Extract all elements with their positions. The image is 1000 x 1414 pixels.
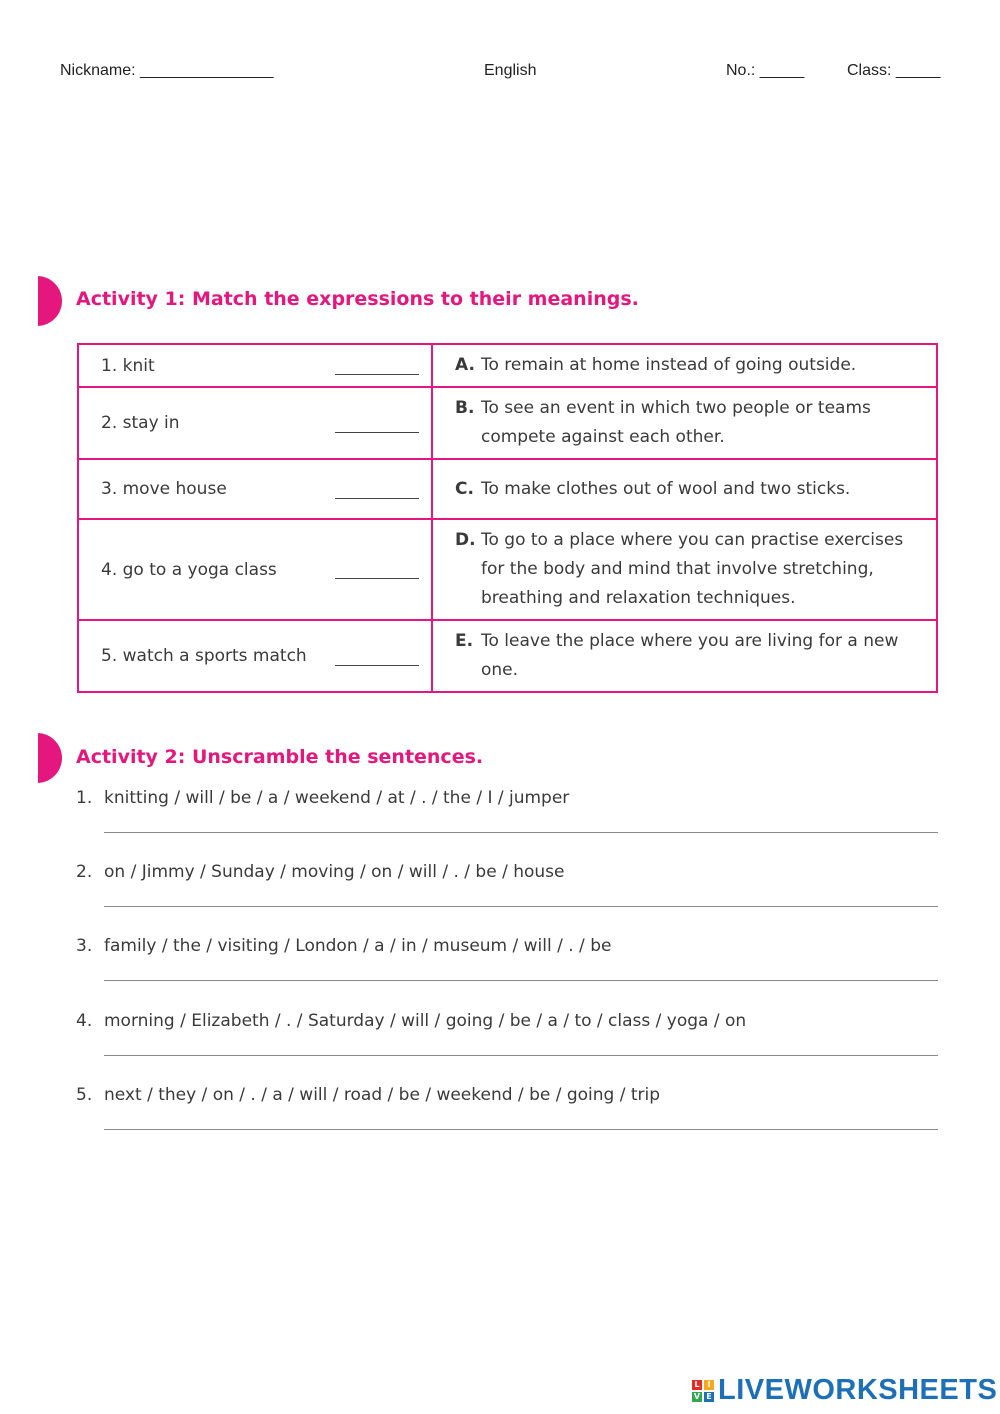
meaning-text: To leave the place where you are living for a new one. bbox=[481, 631, 899, 680]
item-number: 4. bbox=[76, 1011, 93, 1031]
answer-line[interactable] bbox=[104, 906, 938, 907]
unscramble-item bbox=[76, 936, 938, 956]
scrambled-words: morning / Elizabeth / . / Saturday / will / going / be / a / to / class / yoga / on bbox=[104, 1011, 747, 1031]
subject-label: English bbox=[484, 62, 537, 79]
brand-name: LIVEWORKSHEETS bbox=[718, 1374, 998, 1406]
logo-letter: I bbox=[704, 1380, 714, 1390]
activity2-title: Activity 2: Unscramble the sentences. bbox=[76, 746, 484, 768]
unscramble-item bbox=[76, 1085, 938, 1105]
expression-text: 2. stay in bbox=[101, 413, 180, 433]
expression-cell bbox=[78, 519, 432, 620]
activity1-marker bbox=[38, 276, 62, 326]
table-row bbox=[78, 344, 937, 387]
unscramble-item bbox=[76, 788, 938, 808]
nickname-field: Nickname: _______________ bbox=[60, 62, 274, 79]
scrambled-words: knitting / will / be / a / weekend / at / . / the / I / jumper bbox=[104, 788, 570, 808]
meaning-cell bbox=[432, 387, 937, 459]
logo-letter: E bbox=[704, 1392, 714, 1402]
answer-blank[interactable] bbox=[335, 647, 419, 666]
scrambled-words: on / Jimmy / Sunday / moving / on / will / . / be / house bbox=[104, 862, 565, 882]
item-number: 5. bbox=[76, 1085, 93, 1105]
number-field: No.: _____ bbox=[726, 62, 805, 79]
table-row bbox=[78, 387, 937, 459]
meaning-text: To see an event in which two people or teams compete against each other. bbox=[481, 398, 871, 447]
meaning-text: To remain at home instead of going outside. bbox=[481, 355, 857, 375]
activity2-marker bbox=[38, 733, 62, 783]
class-field: Class: _____ bbox=[847, 62, 941, 79]
meaning-letter: E. bbox=[455, 631, 474, 651]
activity1-title: Activity 1: Match the expressions to their meanings. bbox=[76, 288, 639, 310]
meaning-text: To go to a place where you can practise exercises for the body and mind that involve stretching, breathing and relaxation techniques. bbox=[481, 530, 904, 608]
scrambled-words: next / they / on / . / a / will / road / be / weekend / be / going / trip bbox=[104, 1085, 661, 1105]
unscramble-item bbox=[76, 1011, 938, 1031]
meaning-cell bbox=[432, 344, 937, 387]
table-row bbox=[78, 459, 937, 519]
table-row bbox=[78, 620, 937, 692]
expression-text: 4. go to a yoga class bbox=[101, 559, 277, 580]
answer-blank[interactable] bbox=[335, 480, 419, 499]
item-number: 1. bbox=[76, 788, 93, 808]
scrambled-words: family / the / visiting / London / a / in / museum / will / . / be bbox=[104, 936, 612, 956]
meaning-letter: A. bbox=[455, 355, 475, 375]
meaning-letter: C. bbox=[455, 478, 474, 499]
answer-line[interactable] bbox=[104, 1055, 938, 1056]
unscramble-item bbox=[76, 862, 938, 882]
answer-line[interactable] bbox=[104, 832, 938, 833]
matching-table bbox=[77, 343, 938, 693]
meaning-cell bbox=[432, 620, 937, 692]
meaning-text: To make clothes out of wool and two sticks. bbox=[481, 478, 851, 499]
meaning-letter: B. bbox=[455, 398, 475, 418]
liveworksheets-logo-icon bbox=[692, 1380, 714, 1402]
logo-letter: V bbox=[693, 1391, 701, 1401]
answer-blank[interactable] bbox=[335, 414, 419, 433]
expression-text: 3. move house bbox=[101, 479, 227, 499]
answer-line[interactable] bbox=[104, 1129, 938, 1130]
item-number: 2. bbox=[76, 862, 93, 882]
answer-blank[interactable] bbox=[335, 356, 419, 375]
meaning-cell bbox=[432, 459, 937, 519]
item-number: 3. bbox=[76, 936, 93, 956]
expression-cell bbox=[78, 344, 432, 387]
meaning-letter: D. bbox=[455, 530, 476, 550]
meaning-cell bbox=[432, 519, 937, 620]
answer-blank[interactable] bbox=[335, 560, 419, 579]
expression-cell bbox=[78, 459, 432, 519]
expression-text: 5. watch a sports match bbox=[101, 646, 307, 666]
expression-text: 1. knit bbox=[101, 355, 155, 376]
logo-letter: L bbox=[692, 1380, 702, 1390]
expression-cell bbox=[78, 620, 432, 692]
answer-line[interactable] bbox=[104, 980, 938, 981]
table-row bbox=[78, 519, 937, 620]
liveworksheets-brand bbox=[692, 1374, 997, 1407]
expression-cell bbox=[78, 387, 432, 459]
